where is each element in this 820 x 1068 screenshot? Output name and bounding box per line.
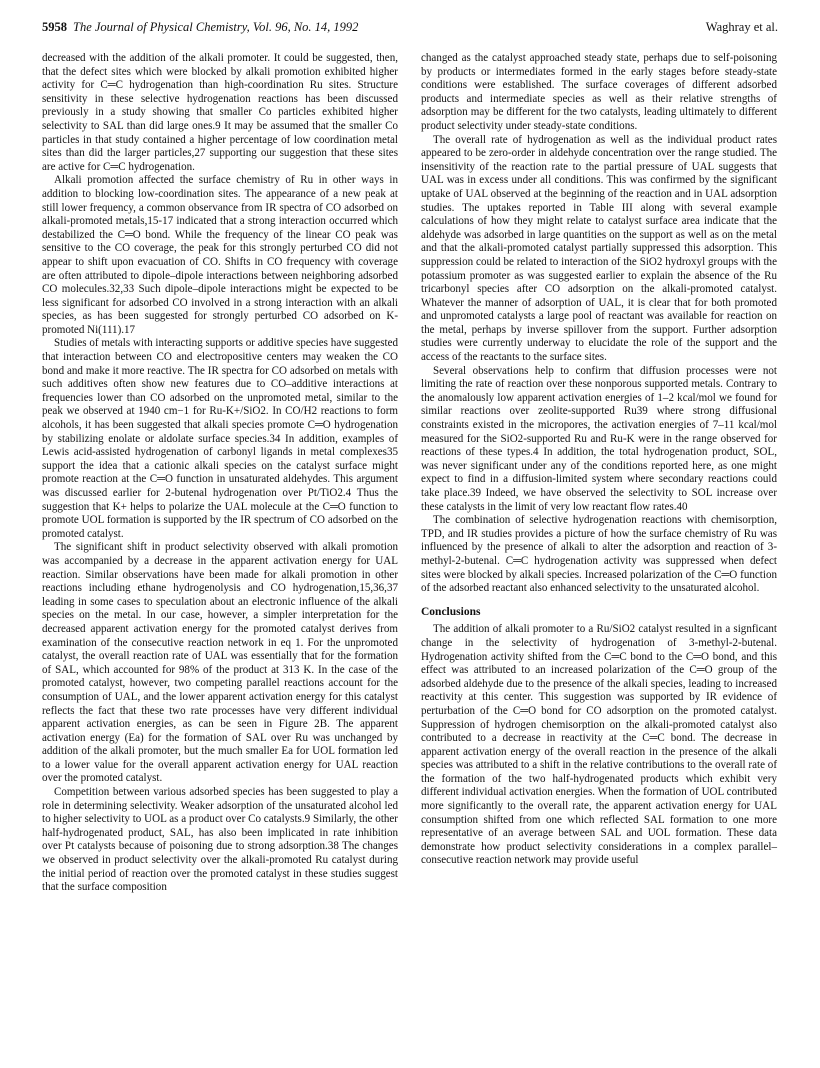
paragraph: decreased with the addition of the alkali promoter. It could be suggested, then, that the defect sites which were blocked by alkali promotion exhibited higher activity for C═C hydrogenation than high-coordination Ru sites. Structure sensitivity in these selective hydrogenation reactions has been discussed previously in a study showing that smaller Co particles exhibited higher selectivity to SAL than did large ones.9 It may be assumed that the smaller Co particles in that study contained a higher percentage of low coordination metal sites than did the larger particles,27 supporting our suggestion that these sites are active for C═C hydrogenation.: [42, 52, 398, 173]
paragraph: Studies of metals with interacting supports or additive species have suggested that interaction between CO and electropositive centers may weaken the CO bond and make it more reactive. The IR spectra for CO adsorbed on metals with such additives often show new features due to CO–additive interactions at frequencies lower than CO adsorbed on the unpromoted metal, similar to the peak we observed at 1940 cm−1 for Ru-K+/SiO2. In CO/H2 reactions to form alcohols, it has been suggested that alkali species promote C═O hydrogenation by stabilizing enolate or aldolate surface species.34 In addition, examples of Lewis acid-assisted hydrogenation of carbonyl ligands in metal complexes35 support the idea that a cationic alkali species on the catalyst surface might promote reaction at the C═O function in unsaturated aldehydes. This argument was discussed earlier for 2-butenal hydrogenation over Pt/TiO2.4 Thus the suggestion that K+ helps to polarize the UAL molecule at the C═O function to promote UOL formation is supported by the IR spectrum of CO adsorbed on the promoted catalyst.: [42, 337, 398, 540]
running-authors: Waghray et al.: [705, 20, 778, 34]
section-heading-conclusions: Conclusions: [421, 605, 481, 618]
paragraph: The addition of alkali promoter to a Ru/SiO2 catalyst resulted in a signficant change in the selectivity of hydrogenation of 3-methyl-2-butenal. Hydrogenation activity shifted from the C═C bond to the C═O bond, and this effect was attributed to an increased polarization of the C═O group of the adsorbed aldehyde due to the presence of the alkali species, leading to increased reactivity at this center. This suggestion was supported by IR evidence of perturbation of the C═O bond for CO adsorption on the promoted catalyst. Suppression of hydrogen chemisorption on the alkali-promoted catalyst also contributed to a decrease in reactivity at the C═C bond. The decrease in apparent activation energy of the overall reaction in the presence of the alkali species was attributed to a shift in the relative contributions to the overall rate of the formation of the two half-hydrogenated products which exhibit very different individual activation energies. When the formation of UOL contributed more significantly to the overall rate, the apparent activation energy for UAL consumption shifted from one which reflected SAL formation to one more representative of an average between SAL and UOL formation. These data demonstrate how product selectivity considerations in a complex parallel–consecutive reaction network may provide useful: [421, 623, 777, 867]
paragraph: changed as the catalyst approached steady state, perhaps due to self-poisoning by products or intermediates formed in the early stages before steady-state conditions were established. The surface coverages of different adsorbed products and intermediate species as well as their relative strengths of adsorption may be different for the two catalysts, leading ultimately to different product selectivity under steady-state conditions.: [421, 52, 777, 132]
paragraph: The combination of selective hydrogenation reactions with chemisorption, TPD, and IR studies provides a picture of how the surface chemistry of Ru was influenced by the presence of alkali to alter the adsorption and reaction of 3-methyl-2-butenal. C═C hydrogenation activity was suppressed when defect sites were blocked by alkali species. Increased polarization of the C═O function of the adsorbed reactant also enhanced selectivity to the unsaturated alcohol.: [421, 514, 777, 595]
running-header: [42, 20, 778, 42]
right-column: [421, 52, 777, 868]
paragraph: Alkali promotion affected the surface chemistry of Ru in other ways in addition to blocking low-coordination sites. The appearance of a new peak at still lower frequency, a common observance from IR spectra of CO adsorbed on alkali-promoted metals,15-17 indicated that a strong interaction occurred which destabilized the C═O bond. While the frequency of the linear CO peak was sensitive to the CO coverage, the peak for this strongly perturbed CO did not appear to shift upon evacuation of CO. Shifts in CO frequency with coverage are often attributed to dipole–dipole interactions between neighboring adsorbed CO molecules.32,33 Such dipole–dipole interactions might be expected to be less significant for adsorbed CO involved in a strong interaction with an alkali species, as has been suggested for strongly perturbed CO adsorbed on K-promoted Ni(111).17: [42, 174, 398, 336]
paragraph: The significant shift in product selectivity observed with alkali promotion was accompanied by a decrease in the apparent activation energy for UAL reaction. Similar observations have been made for alkali promotion in other reactions including ethane hydrogenolysis and CO hydrogenation,15,36,37 leading in some cases to speculation about an electronic influence of the alkali species on the metal. In our case, however, a simpler interpretation for the decreased apparent activation energy for the promoted catalyst derives from examination of the consecutive reaction network in eq 1. For the unpromoted catalyst, the overall reaction rate of UAL was essentially that for the formation of SAL, which accounted for 98% of the product at 313 K. In the case of the promoted catalyst, however, two competing parallel reactions account for the consumption of UAL, and the lower apparent activation energy for this catalyst reflects the fact that these two rate processes have very different individual apparent activation energies, as can be seen in Figure 2B. The apparent activation energy (Ea) for the formation of SAL over Ru was unchanged by addition of the alkali promoter, but the much smaller Ea for UOL formation led to a lower value for the overall apparent activation energy for UAL reaction over the promoted catalyst.: [42, 541, 398, 785]
paragraph: The overall rate of hydrogenation as well as the individual product rates appeared to be zero-order in aldehyde concentration over the range studied. The insensitivity of the reaction rate to the partial pressure of UAL suggests that UAL was in excess under all conditions. This was confirmed by the significant uptake of UAL observed at the beginning of the reaction and in UAL adsorption studies. The uptakes reported in Table III along with several example calculations of how they might relate to catalyst surface area indicate that the aldehyde was adsorbed in large quantities on the support as well as on the metal and that the alkali-promoted catalyst partially suppressed this adsorption. This suppression could be related to interaction of the SiO2 hydroxyl groups with the potassium promoter as was suggested earlier to explain the absence of the Ru tricarbonyl species after CO adsorption on the alkali-promoted catalyst. Whatever the manner of adsorption of UAL, it is clear that for both promoted and unpromoted catalysts a large pool of reactant was available for reaction on the metal, perhaps by inverse spillover from the support. Further adsorption studies were currently underway to elucidate the role of the support and the access of the reactants to the surface sites.: [421, 133, 777, 364]
paragraph: Competition between various adsorbed species has been suggested to play a role in determining selectivity. Weaker adsorption of the unsaturated alcohol led to higher selectivity to UOL as a product over Co catalysts.9 Similarly, the other half-hydrogenated product, SAL, has also been implicated in rate inhibition over Pt catalysts because of poisoning due to strong adsorption.38 The changes we observed in product selectivity over the alkali-promoted Ru catalyst during the initial period of reaction over the promoted catalyst in these studies suggest that the surface composition: [42, 786, 398, 894]
page-number: 5958: [42, 20, 67, 34]
journal-citation: The Journal of Physical Chemistry, Vol. 96, No. 14, 1992: [73, 20, 359, 34]
left-column: [42, 52, 398, 895]
paragraph: Several observations help to confirm that diffusion processes were not limiting the rate of reaction over these nonporous supported metals. Contrary to the anomalously low apparent activation energies of 1–2 kcal/mol we found for similar reactions over zeolite-supported Ru39 where strong diffusional constraints existed in the micropores, the activation energies of 7–11 kcal/mol measured for the SiO2-supported Ru and Ru-K were in the range observed for reactions of these types.4 In addition, the total hydrogenation product, SOL, was never significant under any of the conditions reported here, as one might expect to find in a diffusion-limited system where secondary reactions could take place.39 Indeed, we have observed the selectivity to SOL increase over these catalysts in the limit of very low reactant flow rates.40: [421, 364, 777, 513]
